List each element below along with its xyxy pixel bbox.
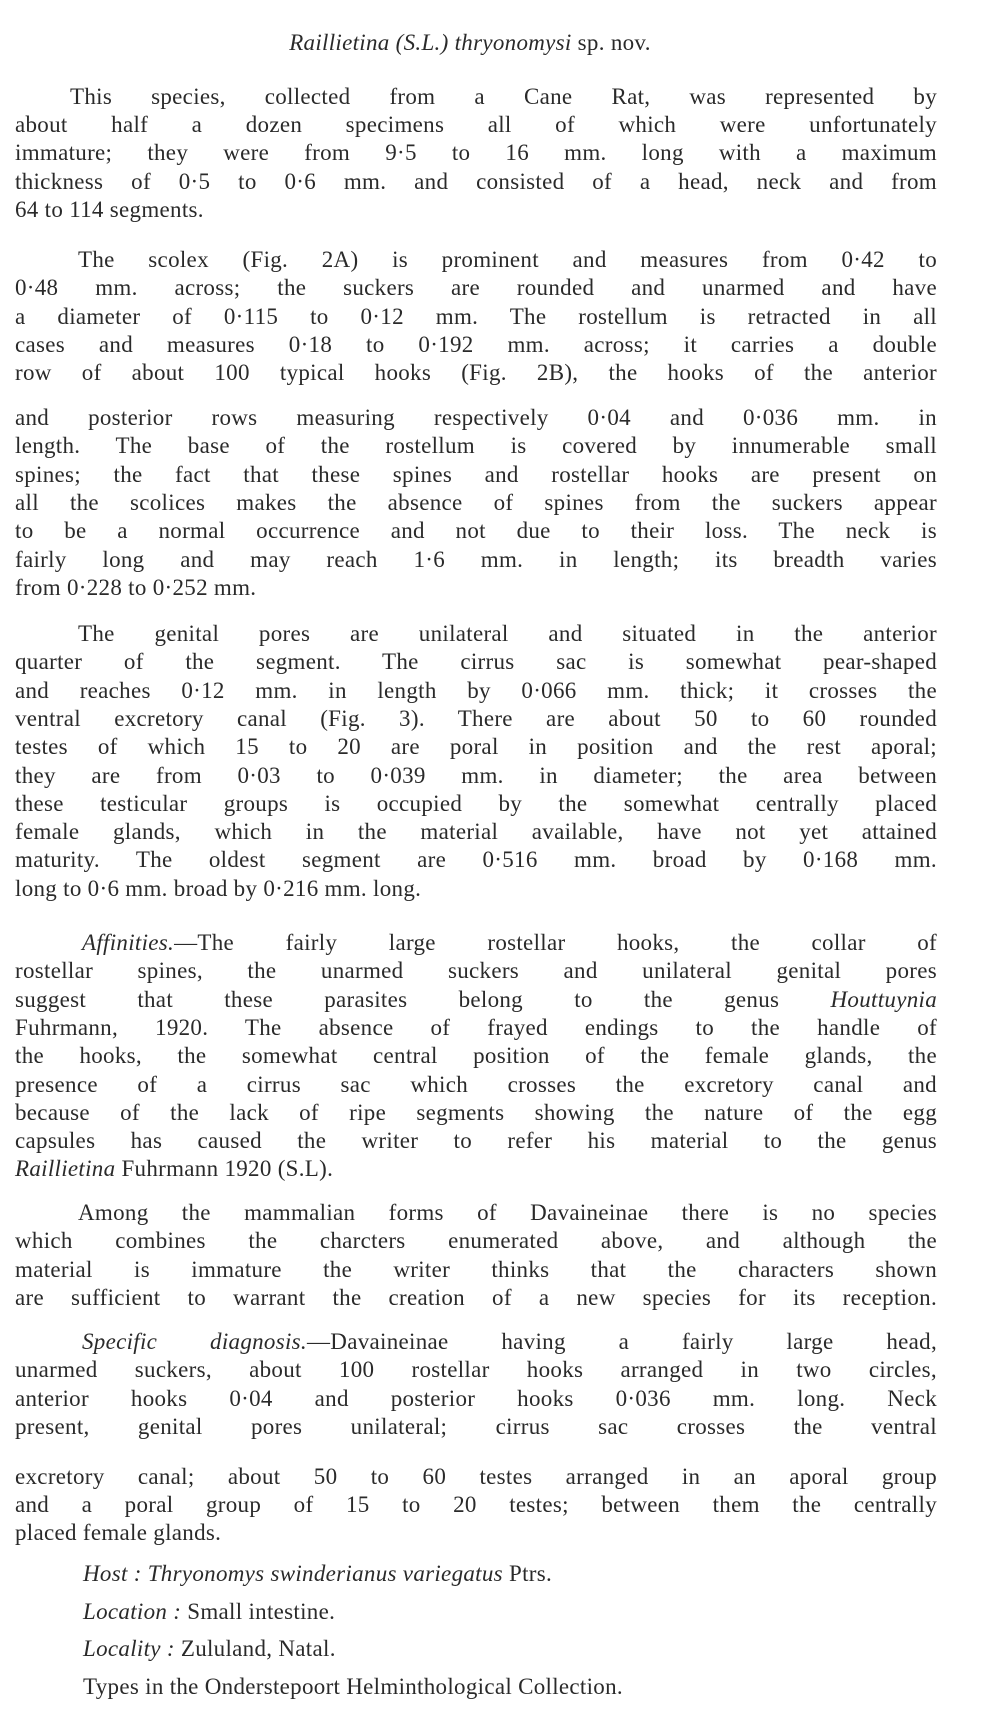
paragraph-genital-line xyxy=(15,875,937,903)
text-run: to be a normal occurrence and not due to their loss. The neck is xyxy=(15,518,937,544)
paragraph-intro-line xyxy=(15,83,937,111)
specimen-details-line xyxy=(15,1673,937,1701)
paragraph-genital-line xyxy=(15,762,937,790)
paragraph-diagnosis-line xyxy=(15,1413,937,1441)
paragraph-genital-line xyxy=(15,648,937,676)
paragraph-scolex-line xyxy=(15,359,937,387)
text-run: excretory canal; about 50 to 60 testes arranged in an aporal group xyxy=(15,1464,937,1489)
paragraph-comparison-line xyxy=(15,1256,937,1284)
text-run: from 0·228 to 0·252 mm. xyxy=(15,574,257,600)
text-run: testes of which 15 to 20 are poral in position and the rest aporal; xyxy=(15,734,937,760)
text-run: Fuhrmann, 1920. The absence of frayed endings to the handle of xyxy=(15,1014,937,1040)
text-run: suggest that these parasites belong to the genus xyxy=(15,986,831,1012)
paragraph-diagnosis-continued-line xyxy=(15,1519,937,1547)
paragraph-genital-line xyxy=(15,677,937,705)
paragraph-scolex-continued-line xyxy=(15,517,937,545)
paragraph-scolex-line xyxy=(15,331,937,359)
paragraph-genital-line xyxy=(15,705,937,733)
text-run: long to 0·6 mm. broad by 0·216 mm. long. xyxy=(15,875,422,901)
text-run: —The fairly large rostellar hooks, the collar of xyxy=(174,930,937,955)
paragraph-scolex-line xyxy=(15,246,937,274)
text-run: anterior hooks 0·04 and posterior hooks 0·036 mm. long. Neck xyxy=(15,1385,937,1411)
paragraph-affinities-line xyxy=(15,957,937,985)
paragraph-scolex-continued-line xyxy=(15,404,937,432)
text-run: The genital pores are unilateral and situated in the anterior xyxy=(78,621,937,646)
paragraph-scolex-continued-line xyxy=(15,432,937,460)
text-run: Zululand, Natal. xyxy=(174,1636,336,1662)
text-run: sp. nov. xyxy=(571,30,651,55)
paragraph-scolex-continued-line xyxy=(15,489,937,517)
text-run: these testicular groups is occupied by the somewhat centrally placed xyxy=(15,790,937,816)
text-run: 0·48 mm. across; the suckers are rounded and unarmed and have xyxy=(15,275,937,301)
text-run: maturity. The oldest segment are 0·516 mm. broad by 0·168 mm. xyxy=(15,847,937,873)
paragraph-comparison-line xyxy=(15,1284,937,1312)
text-run: and posterior rows measuring respectively 0·04 and 0·036 mm. in xyxy=(15,405,937,430)
text-run: Fuhrmann 1920 (S.L). xyxy=(115,1156,334,1182)
specimen-details-line xyxy=(15,1635,937,1663)
paragraph-scolex-continued-line xyxy=(15,574,937,602)
paragraph-diagnosis-continued-line xyxy=(15,1491,937,1519)
italic-text: Affinities. xyxy=(82,930,175,955)
paragraph-comparison-line xyxy=(15,1199,937,1227)
text-run: cases and measures 0·18 to 0·192 mm. across; it carries a double xyxy=(15,331,937,357)
paragraph-intro-line xyxy=(15,196,937,224)
text-run: row of about 100 typical hooks (Fig. 2B), the hooks of the anterior xyxy=(15,360,937,386)
text-run: quarter of the segment. The cirrus sac is somewhat pear-shaped xyxy=(15,649,937,675)
italic-text: Raillietina xyxy=(15,1156,116,1182)
text-run: 64 to 114 segments. xyxy=(15,196,204,222)
paragraph-intro-line xyxy=(15,139,937,167)
paragraph-comparison-line xyxy=(15,1227,937,1255)
text-run: a diameter of 0·115 to 0·12 mm. The rostellum is retracted in all xyxy=(15,303,937,329)
paragraph-affinities-line xyxy=(15,986,937,1014)
text-run: Types in the Onderstepoort Helminthological Collection. xyxy=(83,1674,623,1700)
paragraph-diagnosis-line xyxy=(15,1385,937,1413)
species-title xyxy=(0,29,940,57)
paragraph-intro-line xyxy=(15,111,937,139)
text-run: Small intestine. xyxy=(181,1598,336,1624)
paragraph-genital-line xyxy=(15,846,937,874)
text-run: presence of a cirrus sac which crosses the excretory canal and xyxy=(15,1071,937,1097)
paragraph-intro-line xyxy=(15,168,937,196)
text-run: and a poral group of 15 to 20 testes; between them the centrally xyxy=(15,1492,937,1517)
text-run: and reaches 0·12 mm. in length by 0·066 mm. thick; it crosses the xyxy=(15,677,937,703)
text-run: about half a dozen specimens all of which were unfortunately xyxy=(15,112,937,138)
italic-text: Specific diagnosis. xyxy=(82,1329,307,1354)
paragraph-affinities-line xyxy=(15,1042,937,1070)
text-run: Ptrs. xyxy=(502,1561,553,1586)
paragraph-affinities-line xyxy=(15,929,937,957)
specimen-details-line xyxy=(15,1598,937,1626)
italic-text: Host : Thryonomys swinderianus variegatus xyxy=(83,1561,503,1586)
text-run: Among the mammalian forms of Davaineinae there is no species xyxy=(78,1200,937,1225)
paragraph-genital-line xyxy=(15,790,937,818)
text-run: because of the lack of ripe segments showing the nature of the egg xyxy=(15,1099,937,1125)
paragraph-scolex-line xyxy=(15,274,937,302)
text-run: ventral excretory canal (Fig. 3). There are about 50 to 60 rounded xyxy=(15,705,937,731)
specimen-details-line xyxy=(15,1560,937,1588)
paragraph-scolex-continued-line xyxy=(15,546,937,574)
text-run: This species, collected from a Cane Rat, was represented by xyxy=(70,84,937,109)
text-run: female glands, which in the material available, have not yet attained xyxy=(15,819,937,845)
italic-text: Raillietina (S.L.) thryonomysi xyxy=(289,30,572,55)
text-run: all the scolices makes the absence of spines from the suckers appear xyxy=(15,489,937,515)
text-run: are sufficient to warrant the creation of a new species for its reception. xyxy=(15,1284,937,1310)
paragraph-diagnosis-line xyxy=(15,1356,937,1384)
paragraph-affinities-line xyxy=(15,1155,937,1183)
text-run: —Davaineinae having a fairly large head, xyxy=(306,1329,937,1354)
paragraph-affinities-line xyxy=(15,1014,937,1042)
text-run: unarmed suckers, about 100 rostellar hooks arranged in two circles, xyxy=(15,1357,937,1383)
text-run: they are from 0·03 to 0·039 mm. in diameter; the area between xyxy=(15,762,937,788)
paragraph-diagnosis-continued-line xyxy=(15,1463,937,1491)
paragraph-affinities-line xyxy=(15,1099,937,1127)
text-run: capsules has caused the writer to refer his material to the genus xyxy=(15,1128,937,1154)
text-run: which combines the charcters enumerated above, and although the xyxy=(15,1228,937,1254)
text-run: length. The base of the rostellum is covered by innumerable small xyxy=(15,433,937,459)
text-run: rostellar spines, the unarmed suckers and unilateral genital pores xyxy=(15,958,937,984)
text-run: material is immature the writer thinks that the characters shown xyxy=(15,1256,937,1282)
paragraph-affinities-line xyxy=(15,1127,937,1155)
paragraph-genital-line xyxy=(15,620,937,648)
italic-text: Houttuynia xyxy=(830,986,937,1012)
text-run: the hooks, the somewhat central position of the female glands, the xyxy=(15,1043,937,1069)
paragraph-affinities-line xyxy=(15,1071,937,1099)
italic-text: Location : xyxy=(83,1598,182,1624)
text-run: thickness of 0·5 to 0·6 mm. and consisted of a head, neck and from xyxy=(15,168,937,194)
paragraph-diagnosis-line xyxy=(15,1328,937,1356)
paragraph-scolex-continued-line xyxy=(15,461,937,489)
paragraph-genital-line xyxy=(15,818,937,846)
paragraph-genital-line xyxy=(15,733,937,761)
text-run: spines; the fact that these spines and rostellar hooks are present on xyxy=(15,461,937,487)
text-run: fairly long and may reach 1·6 mm. in length; its breadth varies xyxy=(15,546,937,572)
italic-text: Locality : xyxy=(83,1636,175,1662)
text-run: placed female glands. xyxy=(15,1520,222,1545)
text-run: The scolex (Fig. 2A) is prominent and measures from 0·42 to xyxy=(78,247,937,272)
text-run: present, genital pores unilateral; cirrus sac crosses the ventral xyxy=(15,1413,937,1439)
text-run: immature; they were from 9·5 to 16 mm. long with a maximum xyxy=(15,140,937,166)
paragraph-scolex-line xyxy=(15,303,937,331)
